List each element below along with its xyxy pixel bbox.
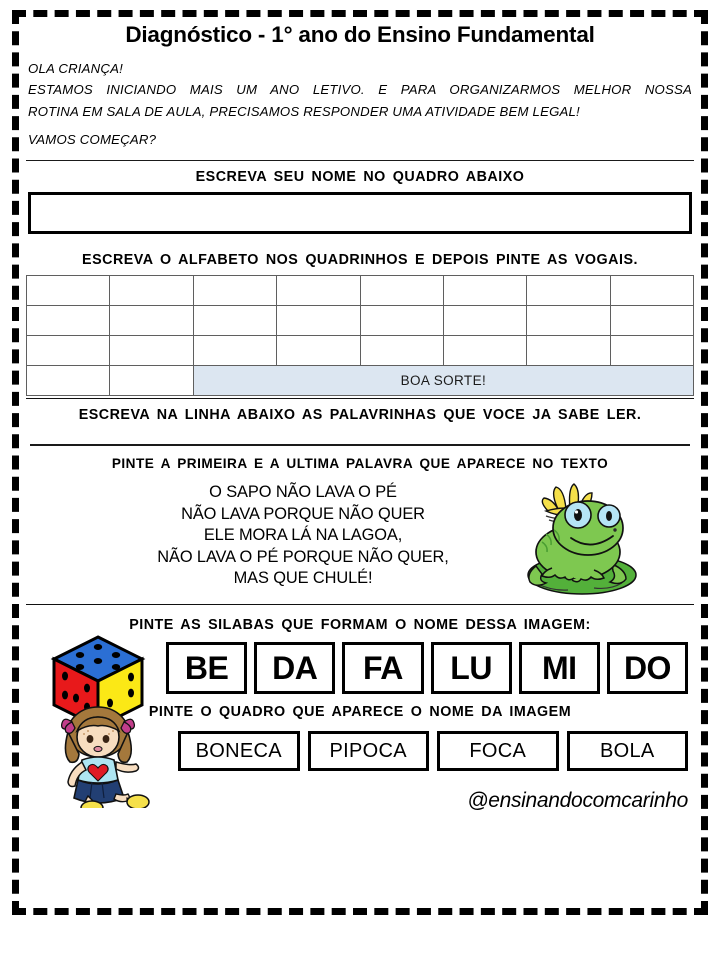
alphabet-cell[interactable] xyxy=(27,336,110,366)
alphabet-grid-body xyxy=(27,276,694,396)
alphabet-cell[interactable] xyxy=(360,336,443,366)
alphabet-cell[interactable] xyxy=(193,276,276,306)
alphabet-cell[interactable] xyxy=(110,276,193,306)
alphabet-cell[interactable] xyxy=(27,306,110,336)
frog-on-lilypad-icon xyxy=(516,480,648,600)
alphabet-cell[interactable] xyxy=(610,306,693,336)
instruction-alphabet: ESCREVA O ALFABETO NOS QUADRINHOS E DEPOIS PINTE AS VOGAIS. xyxy=(82,252,638,269)
good-luck-banner: BOA SORTE! xyxy=(193,366,693,396)
poem-line: O SAPO NÃO LAVA O PÉ xyxy=(209,483,397,502)
alphabet-grid xyxy=(26,275,694,396)
alphabet-grid-row xyxy=(27,366,694,396)
alphabet-cell[interactable] xyxy=(610,276,693,306)
word-option[interactable]: BONECA xyxy=(178,731,300,771)
word-option[interactable]: PIPOCA xyxy=(308,731,430,771)
intro-closing: VAMOS COMEÇAR? xyxy=(28,132,157,148)
alphabet-cell[interactable] xyxy=(527,306,610,336)
alphabet-cell[interactable] xyxy=(193,306,276,336)
alphabet-cell[interactable] xyxy=(27,276,110,306)
alphabet-cell[interactable] xyxy=(610,336,693,366)
syllable-option[interactable]: BE xyxy=(166,642,247,694)
syllable-option[interactable]: FA xyxy=(342,642,423,694)
syllable-option[interactable]: LU xyxy=(431,642,512,694)
signature: @ensinandocomcarinho xyxy=(467,789,688,813)
poem-line: NÃO LAVA PORQUE NÃO QUER xyxy=(181,504,425,523)
alphabet-cell[interactable] xyxy=(110,306,193,336)
alphabet-grid-row xyxy=(27,306,694,336)
intro-body-line-2: ROTINA EM SALA DE AULA, PRECISAMOS RESPONDER UMA ATIVIDADE BEM LEGAL! xyxy=(28,103,580,119)
alphabet-cell[interactable] xyxy=(277,306,360,336)
syllable-option[interactable]: DA xyxy=(254,642,335,694)
poem-line: MAS QUE CHULÉ! xyxy=(233,569,373,588)
alphabet-cell[interactable] xyxy=(277,276,360,306)
alphabet-cell[interactable] xyxy=(110,336,193,366)
poem-block xyxy=(26,478,694,604)
intro-greeting: OLA CRIANÇA! xyxy=(28,61,123,76)
word-choice-section xyxy=(26,694,694,813)
alphabet-cell[interactable] xyxy=(27,366,110,396)
alphabet-cell[interactable] xyxy=(360,276,443,306)
instruction-words-line: ESCREVA NA LINHA ABAIXO AS PALAVRINHAS QUE VOCE JA SABE LER. xyxy=(78,407,642,424)
doll-icon xyxy=(48,704,152,808)
name-input-box[interactable] xyxy=(28,192,692,234)
writing-line[interactable] xyxy=(30,444,690,446)
poem-line: NÃO LAVA O PÉ PORQUE NÃO QUER, xyxy=(157,547,449,566)
alphabet-cell[interactable] xyxy=(193,336,276,366)
word-option[interactable]: BOLA xyxy=(567,731,689,771)
intro-block xyxy=(26,58,694,151)
instruction-name: ESCREVA SEU NOME NO QUADRO ABAIXO xyxy=(195,169,525,186)
alphabet-grid-row xyxy=(27,276,694,306)
syllable-option[interactable]: MI xyxy=(519,642,600,694)
alphabet-cell[interactable] xyxy=(527,276,610,306)
instruction-poem: PINTE A PRIMEIRA E A ULTIMA PALAVRA QUE APARECE NO TEXTO xyxy=(111,456,609,472)
instruction-word-choice: PINTE O QUADRO QUE APARECE O NOME DA IMAGEM xyxy=(148,704,572,721)
syllables-section xyxy=(26,605,694,694)
poem-line: ELE MORA LÁ NA LAGOA, xyxy=(203,526,403,545)
alphabet-cell[interactable] xyxy=(443,336,526,366)
intro-spacer xyxy=(28,122,692,129)
intro-body-line-1: ESTAMOS INICIANDO MAIS UM ANO LETIVO. E PARA ORGANIZARMOS MELHOR NOSSA xyxy=(28,82,692,98)
alphabet-cell[interactable] xyxy=(527,336,610,366)
alphabet-cell[interactable] xyxy=(110,366,193,396)
alphabet-grid-row xyxy=(27,336,694,366)
syllable-option[interactable]: DO xyxy=(607,642,688,694)
alphabet-cell[interactable] xyxy=(443,276,526,306)
page-title: Diagnóstico - 1° ano do Ensino Fundamental xyxy=(125,22,595,47)
alphabet-cell[interactable] xyxy=(277,336,360,366)
word-option[interactable]: FOCA xyxy=(437,731,559,771)
alphabet-cell[interactable] xyxy=(443,306,526,336)
instruction-syllables: PINTE AS SILABAS QUE FORMAM O NOME DESSA IMAGEM: xyxy=(129,617,591,634)
alphabet-cell[interactable] xyxy=(360,306,443,336)
